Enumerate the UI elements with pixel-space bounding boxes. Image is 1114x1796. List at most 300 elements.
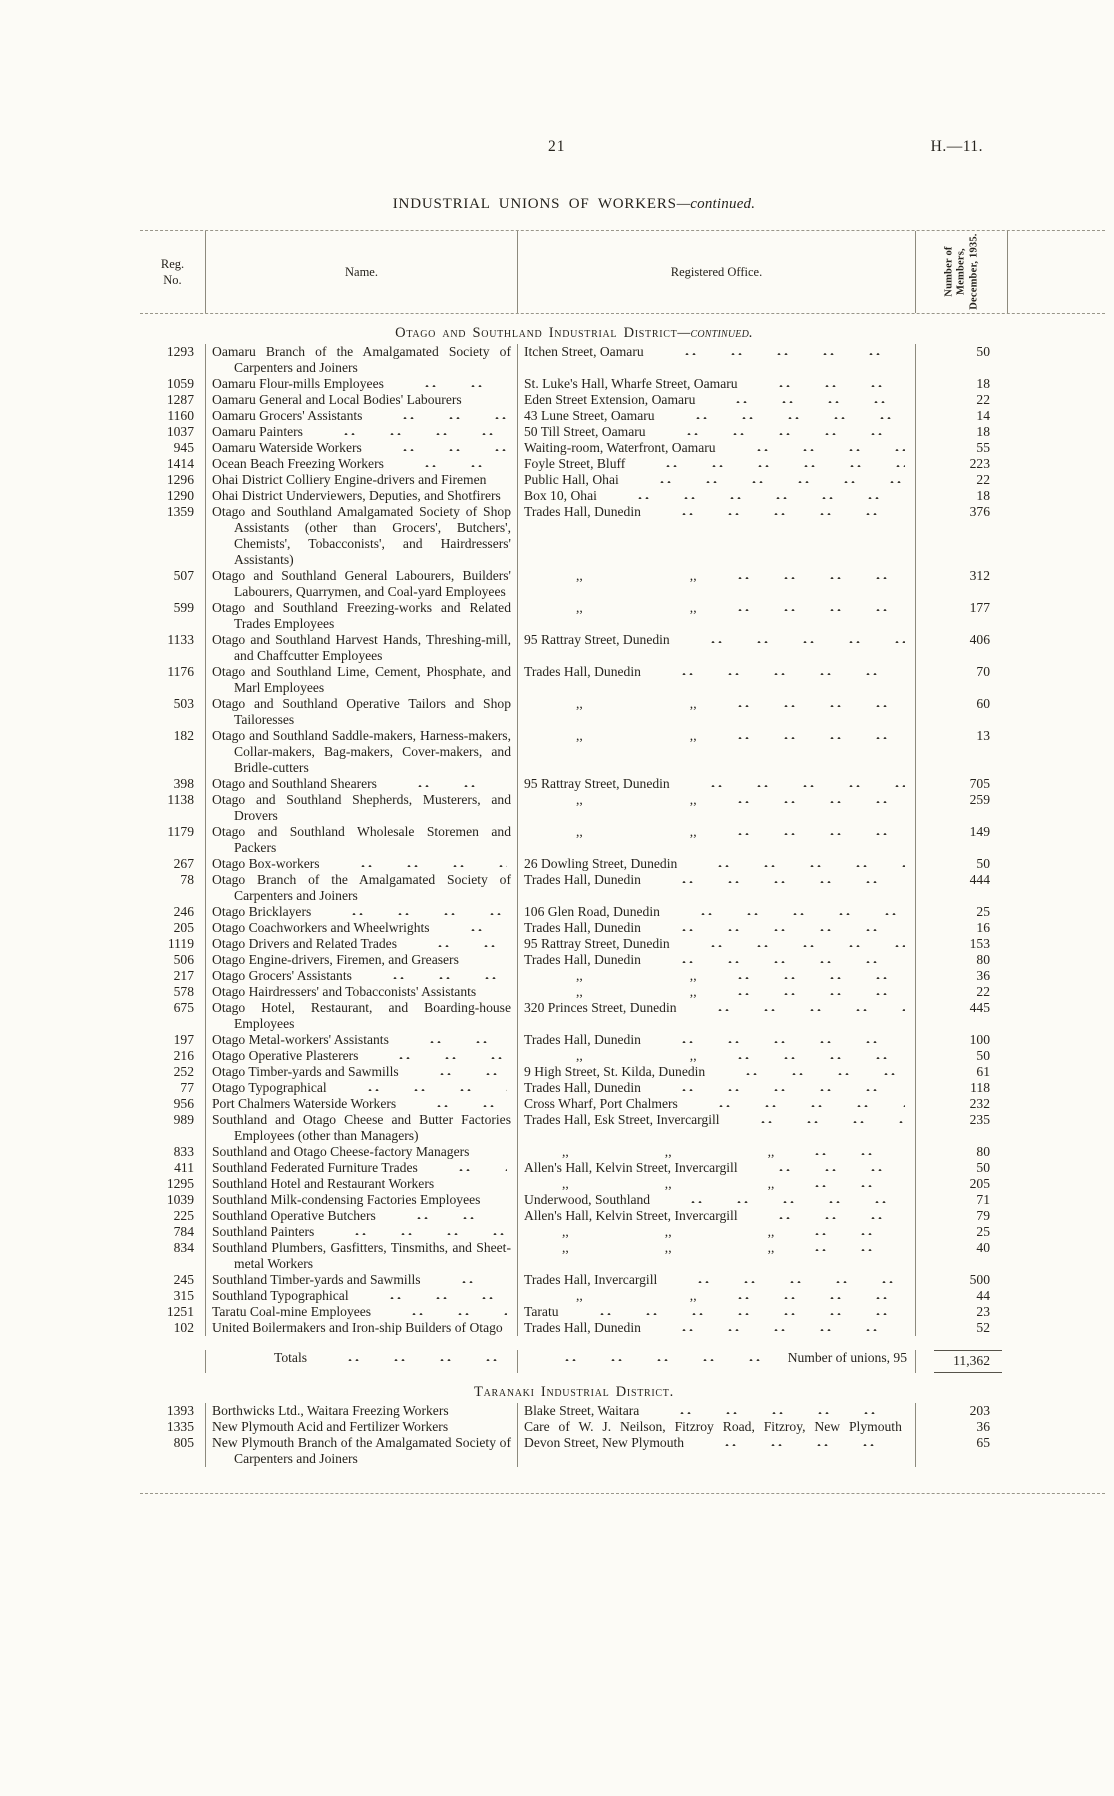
dot-leader (334, 862, 507, 867)
union-name: Oamaru General and Local Bodies' Labourers (212, 392, 462, 407)
dot-leader (655, 670, 905, 675)
name-cell-content (212, 1304, 511, 1320)
union-name: Otago and Southland Lime, Cement, Phosphate, and Marl Employees (212, 664, 511, 695)
members-cell (916, 488, 1008, 504)
members-count: 177 (969, 600, 990, 615)
dot-leader (376, 446, 507, 451)
union-name: Southland and Otago Cheese and Butter Factories Employees (other than Managers) (212, 1112, 511, 1143)
dot-leader (391, 782, 507, 787)
members-count: 14 (976, 408, 990, 423)
table-row (140, 440, 1008, 456)
reg-cell (140, 776, 206, 792)
office-cell (518, 1192, 916, 1208)
reg-cell (140, 1435, 206, 1467)
name-cell (206, 984, 518, 1000)
table-row (140, 792, 1008, 824)
table-row (140, 1048, 1008, 1064)
reg-cell (140, 1160, 206, 1176)
dot-leader (691, 862, 905, 867)
registered-office: Underwood, Southland (524, 1192, 651, 1207)
dot-leader (655, 1326, 905, 1331)
name-cell-content (212, 504, 511, 568)
reg-cell (140, 984, 206, 1000)
name-cell-content (212, 344, 511, 376)
office-cell (518, 1144, 916, 1160)
name-cell-content (212, 872, 511, 904)
document-title (140, 196, 1008, 213)
members-count: 65 (976, 1435, 990, 1450)
reg-no-value: 834 (173, 1240, 194, 1255)
dot-leader (655, 1038, 905, 1043)
union-name: Otago Coachworkers and Wheelwrights (212, 920, 430, 935)
office-cell (518, 904, 916, 920)
members-cell (916, 792, 1008, 824)
name-cell (206, 408, 518, 424)
reg-cell (140, 1112, 206, 1144)
reg-cell (140, 920, 206, 936)
table-row (140, 696, 1008, 728)
members-cell (916, 856, 1008, 872)
table-row (140, 968, 1008, 984)
name-cell (206, 952, 518, 968)
registered-office: Trades Hall, Dunedin (524, 664, 641, 679)
reg-no-value: 102 (173, 1320, 194, 1335)
name-cell-content (212, 1288, 511, 1304)
union-name: Otago Bricklayers (212, 904, 312, 919)
table-row (140, 936, 1008, 952)
ditto-mark: ,, (767, 1176, 775, 1191)
reg-no-value: 1251 (166, 1304, 194, 1319)
office-cell (518, 1048, 916, 1064)
reg-no-value: 411 (174, 1160, 194, 1175)
registered-office: Trades Hall, Dunedin (524, 952, 641, 967)
table-row (140, 488, 1008, 504)
dot-leader (698, 1441, 905, 1446)
office-cell (518, 440, 916, 456)
reg-cell (140, 968, 206, 984)
reg-cell (140, 1096, 206, 1112)
table-row (140, 408, 1008, 424)
ditto-mark: ,, (689, 600, 697, 615)
office-cell-content (524, 376, 909, 392)
reg-cell (140, 408, 206, 424)
name-cell-content (212, 904, 511, 920)
ditto-mark: ,, (767, 1144, 775, 1159)
name-cell-content (212, 1272, 511, 1288)
office-cell-content (524, 568, 909, 584)
members-count: 25 (976, 904, 990, 919)
office-cell-content (524, 1080, 909, 1096)
registered-office: Allen's Hall, Kelvin Street, Invercargill (524, 1208, 738, 1223)
reg-cell (140, 1176, 206, 1192)
dot-leader (639, 462, 905, 467)
office-cell-content (524, 1144, 909, 1160)
office-header-label: Registered Office. (670, 264, 763, 279)
members-cell (916, 1288, 1008, 1304)
name-cell-content (212, 1208, 511, 1224)
dot-leader (376, 414, 507, 419)
ditto-mark: ,, (664, 1224, 672, 1239)
office-cell (518, 1176, 916, 1192)
name-cell-content (212, 456, 511, 472)
union-name: Otago and Southland Saddle-makers, Harness-makers, Collar-makers, Bag-makers, Cover-makers, and Bridle-cutters (212, 728, 511, 775)
name-cell-content (212, 1064, 511, 1080)
ditto-mark: ,, (664, 1176, 672, 1191)
dot-leader (655, 958, 905, 963)
name-cell-content (212, 1048, 511, 1064)
members-count: 36 (976, 1419, 990, 1434)
reg-cell (140, 664, 206, 696)
name-cell-content (212, 936, 511, 952)
reg-cell (140, 456, 206, 472)
union-name: Otago Typographical (212, 1080, 327, 1095)
reg-cell (140, 904, 206, 920)
office-cell-content (524, 1435, 909, 1451)
office-cell (518, 1419, 916, 1435)
table-row (140, 1288, 1008, 1304)
office-cell-content (524, 696, 909, 712)
dot-leader (788, 1150, 905, 1155)
dot-leader (398, 462, 507, 467)
ditto-mark: ,, (562, 1176, 569, 1191)
members-cell (916, 872, 1008, 904)
dot-leader (691, 1006, 905, 1011)
dot-leader (752, 1214, 905, 1219)
union-name: Otago Branch of the Amalgamated Society of Carpenters and Joiners (212, 872, 511, 903)
table-row (140, 344, 1008, 376)
dot-leader (655, 926, 905, 931)
totals-label: Totals (274, 1350, 308, 1365)
dot-leader (788, 1182, 905, 1187)
dot-leader (435, 1278, 507, 1283)
ditto-mark: ,, (689, 984, 697, 999)
members-count: 80 (976, 1144, 990, 1159)
name-cell-content (212, 1192, 511, 1208)
table-row (140, 1208, 1008, 1224)
name-cell-content (212, 1435, 511, 1467)
dot-leader (692, 1102, 905, 1107)
name-cell (206, 1224, 518, 1240)
ditto-mark: ,, (767, 1240, 775, 1255)
registered-office: 95 Rattray Street, Dunedin (524, 936, 670, 951)
ditto-mark: ,, (576, 968, 583, 983)
union-name: Otago Timber-yards and Sawmills (212, 1064, 399, 1079)
dot-leader (658, 350, 905, 355)
reg-no-value: 77 (180, 1080, 194, 1095)
column-header-reg-no (140, 231, 206, 313)
table-row (140, 1320, 1008, 1336)
office-cell-content (524, 776, 909, 792)
reg-cell (140, 1080, 206, 1096)
office-cell (518, 984, 916, 1000)
name-cell (206, 1240, 518, 1272)
name-cell-content (212, 600, 511, 632)
dot-leader (633, 478, 905, 483)
reg-cell (140, 952, 206, 968)
reg-no-value: 182 (173, 728, 194, 743)
table-row (140, 824, 1008, 856)
members-count: 22 (976, 984, 990, 999)
table-row (140, 776, 1008, 792)
members-cell (916, 344, 1008, 376)
table-row (140, 856, 1008, 872)
reg-no-value: 1335 (166, 1419, 194, 1434)
totals-note-content (524, 1350, 909, 1366)
reg-no-value: 675 (173, 1000, 194, 1015)
office-cell (518, 1435, 916, 1467)
reg-cell (140, 1224, 206, 1240)
union-name: Otago and Southland Freezing-works and Related Trades Employees (212, 600, 511, 631)
registered-office: Trades Hall, Dunedin (524, 1080, 641, 1095)
union-name: New Plymouth Acid and Fertilizer Workers (212, 1419, 449, 1434)
ditto-mark: ,, (689, 728, 697, 743)
name-cell (206, 1288, 518, 1304)
members-cell (916, 776, 1008, 792)
name-cell (206, 488, 518, 504)
union-name: New Plymouth Branch of the Amalgamated Society of Carpenters and Joiners (212, 1435, 511, 1466)
office-cell-content (524, 392, 909, 408)
name-cell (206, 344, 518, 376)
name-cell-content (212, 376, 511, 392)
office-cell (518, 1096, 916, 1112)
office-cell-content (524, 728, 909, 744)
table-row (140, 424, 1008, 440)
members-header-rotated-label: Number of Members, December, 1935. (942, 233, 979, 311)
registered-office: 26 Dowling Street, Dunedin (524, 856, 678, 871)
ditto-mark: ,, (689, 696, 697, 711)
reg-no-value: 267 (173, 856, 194, 871)
dot-leader (752, 1166, 905, 1171)
name-cell-content (212, 1419, 511, 1435)
members-cell (916, 456, 1008, 472)
members-count: 149 (969, 824, 990, 839)
dot-leader (684, 782, 905, 787)
office-cell-content (524, 472, 909, 488)
office-cell-content (524, 1224, 909, 1240)
members-count: 52 (976, 1320, 990, 1335)
members-cell (916, 504, 1008, 568)
office-cell-content (524, 824, 909, 840)
reg-no-value: 315 (173, 1288, 194, 1303)
members-count: 61 (976, 1064, 990, 1079)
union-name: Ohai District Colliery Engine-drivers and Firemen (212, 472, 487, 487)
ditto-mark: ,, (562, 1144, 569, 1159)
dot-leader (788, 1246, 905, 1251)
reg-cell (140, 392, 206, 408)
table-row (140, 472, 1008, 488)
office-cell (518, 376, 916, 392)
totals-label-cell (206, 1350, 518, 1373)
registered-office: Trades Hall, Dunedin (524, 872, 641, 887)
table-bottom-rule (140, 1493, 1105, 1494)
office-cell (518, 1032, 916, 1048)
totals-members-cell (916, 1350, 1008, 1373)
office-cell (518, 872, 916, 904)
table-row (140, 392, 1008, 408)
members-cell (916, 424, 1008, 440)
reg-no-value: 1133 (167, 632, 194, 647)
union-name: Otago and Southland Shearers (212, 776, 377, 791)
name-cell-content (212, 632, 511, 664)
reg-cell (140, 344, 206, 376)
registered-office: 50 Till Street, Oamaru (524, 424, 646, 439)
members-count: 235 (969, 1112, 990, 1127)
name-cell (206, 1192, 518, 1208)
name-cell (206, 1080, 518, 1096)
union-name: Otago Operative Plasterers (212, 1048, 359, 1063)
name-cell (206, 1403, 518, 1419)
members-count: 79 (976, 1208, 990, 1223)
reg-cell (140, 1144, 206, 1160)
dot-leader (664, 1198, 905, 1203)
ditto-mark: ,, (576, 1048, 583, 1063)
office-cell-content (524, 1320, 909, 1336)
office-cell (518, 1064, 916, 1080)
dot-leader (444, 926, 507, 931)
ditto-mark: ,, (562, 1224, 569, 1239)
document-title-main: INDUSTRIAL UNIONS OF WORKERS (392, 196, 677, 212)
name-cell (206, 1160, 518, 1176)
office-cell-content (524, 856, 909, 872)
registered-office: 106 Glen Road, Dunedin (524, 904, 660, 919)
members-count: 71 (976, 1192, 990, 1207)
reg-cell (140, 1240, 206, 1272)
registered-office: Blake Street, Waitara (524, 1403, 640, 1418)
ditto-mark: ,, (576, 984, 583, 999)
name-cell (206, 632, 518, 664)
members-cell (916, 904, 1008, 920)
reg-no-value: 1290 (166, 488, 194, 503)
registered-office: Trades Hall, Dunedin (524, 920, 641, 935)
office-cell (518, 1288, 916, 1304)
union-name: Otago and Southland Operative Tailors and Shop Tailoresses (212, 696, 511, 727)
members-cell (916, 392, 1008, 408)
reg-cell (140, 1350, 206, 1373)
name-cell (206, 1272, 518, 1288)
union-name: Otago and Southland General Labourers, Builders' Labourers, Quarrymen, and Coal-yard Employees (212, 568, 511, 599)
office-cell (518, 1000, 916, 1032)
office-cell-content (524, 792, 909, 808)
office-cell-content (524, 1304, 909, 1320)
members-cell (916, 968, 1008, 984)
union-name: Otago Drivers and Related Trades (212, 936, 397, 951)
office-cell (518, 488, 916, 504)
dot-leader (655, 1086, 905, 1091)
table-header-row (140, 231, 1008, 313)
union-name: Oamaru Flour-mills Employees (212, 376, 384, 391)
reg-no-value: 1138 (167, 792, 194, 807)
name-cell (206, 1320, 518, 1336)
union-name: Oamaru Grocers' Assistants (212, 408, 363, 423)
name-cell (206, 600, 518, 632)
section-heading (140, 325, 1008, 341)
office-cell-content (524, 1112, 909, 1128)
reg-no-value: 252 (173, 1064, 194, 1079)
reg-cell (140, 472, 206, 488)
office-cell-content (524, 1160, 909, 1176)
members-count: 205 (969, 1176, 990, 1191)
members-cell (916, 1224, 1008, 1240)
union-name: Southland Painters (212, 1224, 315, 1239)
totals-row (140, 1350, 1008, 1373)
name-cell (206, 1112, 518, 1144)
members-count: 118 (970, 1080, 990, 1095)
reg-cell (140, 440, 206, 456)
reg-header-line1: Reg. (160, 256, 185, 271)
office-cell-content (524, 968, 909, 984)
name-cell (206, 904, 518, 920)
table-row (140, 456, 1008, 472)
members-cell (916, 728, 1008, 776)
document-page (140, 0, 1105, 1494)
totals-members-value: 11,362 (934, 1350, 1002, 1373)
office-cell (518, 600, 916, 632)
members-count: 22 (976, 472, 990, 487)
union-name: Otago Hotel, Restaurant, and Boarding-house Employees (212, 1000, 511, 1031)
office-cell (518, 664, 916, 696)
name-cell (206, 1304, 518, 1320)
name-cell (206, 1064, 518, 1080)
name-cell (206, 1435, 518, 1467)
ditto-mark: ,, (576, 824, 583, 839)
reg-no-value: 1037 (166, 424, 194, 439)
name-cell-content (212, 408, 511, 424)
reg-no-value: 1059 (166, 376, 194, 391)
dot-leader (363, 1294, 507, 1299)
members-cell (916, 1160, 1008, 1176)
office-cell (518, 1080, 916, 1096)
office-cell (518, 824, 916, 856)
name-cell (206, 392, 518, 408)
members-count: 60 (976, 696, 990, 711)
members-cell (916, 1419, 1008, 1435)
dot-leader (398, 382, 507, 387)
office-cell (518, 568, 916, 600)
members-count: 80 (976, 952, 990, 967)
section-heading-main: Otago and Southland Industrial District (395, 325, 678, 341)
union-name: Otago and Southland Wholesale Storemen and Packers (212, 824, 511, 855)
name-cell (206, 1032, 518, 1048)
dot-leader (711, 574, 905, 579)
column-header-name (206, 231, 518, 313)
office-cell (518, 344, 916, 376)
office-cell-content (524, 632, 909, 648)
office-cell (518, 920, 916, 936)
members-cell (916, 472, 1008, 488)
union-name: Southland Typographical (212, 1288, 349, 1303)
dot-leader (372, 1054, 507, 1059)
dot-leader (711, 798, 905, 803)
reg-cell (140, 376, 206, 392)
name-cell-content (212, 1096, 511, 1112)
ditto-mark: ,, (689, 792, 697, 807)
office-cell (518, 1304, 916, 1320)
office-cell-content (524, 440, 909, 456)
section-heading-suffix: —continued. (677, 325, 753, 341)
name-cell (206, 1419, 518, 1435)
name-cell (206, 440, 518, 456)
office-cell (518, 968, 916, 984)
ditto-mark: ,, (767, 1224, 775, 1239)
members-count: 40 (976, 1240, 990, 1255)
table-row (140, 1176, 1008, 1192)
table-row (140, 1000, 1008, 1032)
office-cell-content (524, 408, 909, 424)
members-count: 232 (969, 1096, 990, 1111)
office-cell-content (524, 1096, 909, 1112)
registered-office: 95 Rattray Street, Dunedin (524, 776, 670, 791)
name-cell (206, 1176, 518, 1192)
